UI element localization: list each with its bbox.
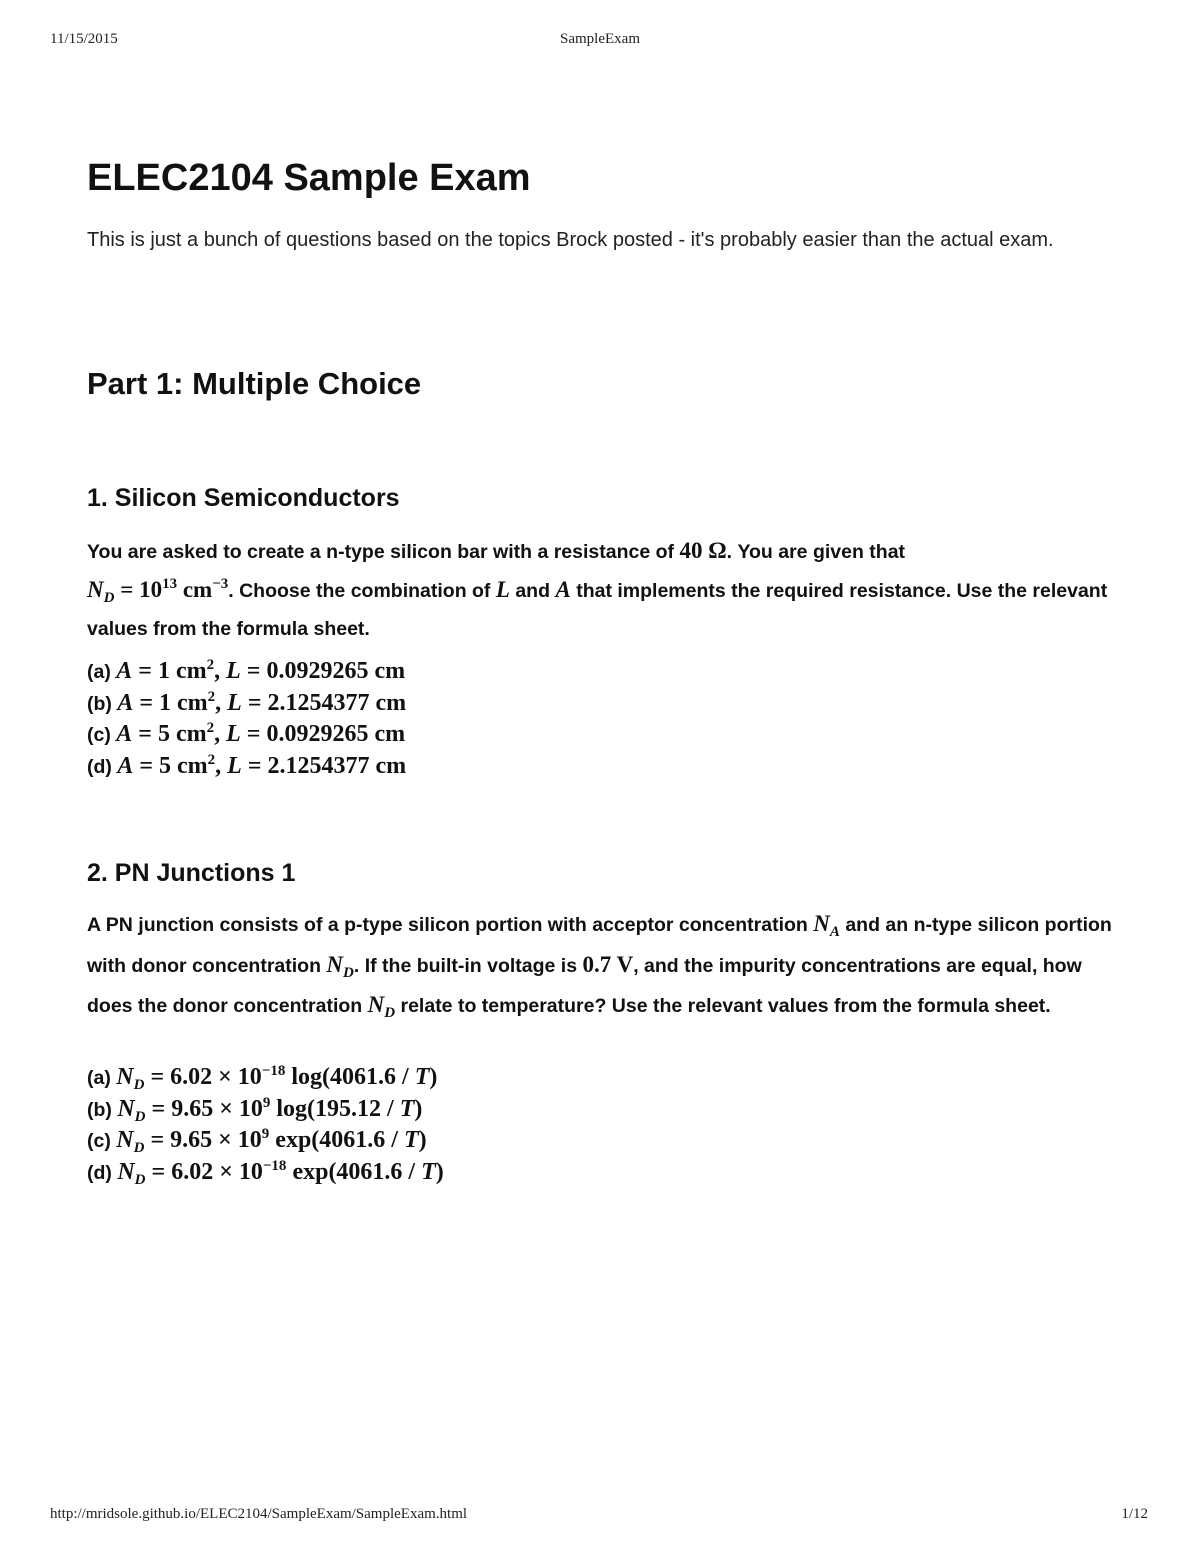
q1-option-b: (b) A = 1 $cm^2$, L = 2.1254377 cm <box>87 688 407 716</box>
q1-resistance: 40 Ω <box>679 538 727 563</box>
print-date: 11/15/2015 <box>50 31 118 47</box>
print-url: http://mridsole.github.io/ELEC2104/SampleExam/SampleExam.html <box>50 1506 468 1522</box>
q1-option-a: (a) A = 1 $cm^2$, L = 0.0929265 cm <box>87 657 406 684</box>
q1-heading: 1. Silicon Semiconductors <box>87 484 400 512</box>
intro-paragraph: This is just a bunch of questions based on the topics Brock posted - it's probably easier than the actual exam. <box>87 229 1054 251</box>
print-title: SampleExam <box>560 31 640 47</box>
q2-voltage: 0.7 V <box>582 951 634 977</box>
q2-option-a: (a) $N_D = 6.02 \times 10^{-18}$ log(4061.6 / T) <box>87 1063 438 1093</box>
q1-option-c: (c) A = 5 $cm^2$, L = 0.0929265 cm <box>87 720 406 747</box>
q2-option-d: (d) $N_D = 6.02 \times 10^{-18}$ exp(4061.6 / T) <box>87 1157 444 1188</box>
q2-heading: 2. PN Junctions 1 <box>87 859 296 887</box>
q1-option-d: (d) A = 5 $cm^2$, L = 2.1254377 cm <box>87 751 407 779</box>
q2-options <box>87 1056 444 1188</box>
page-title: ELEC2104 Sample Exam <box>87 157 531 199</box>
part1-heading: Part 1: Multiple Choice <box>87 366 422 401</box>
q1-text: You are asked to create a n-type silicon bar with a resistance of 40 Ω. You are given that $N_D = 10^{13}$ $cm^{-3}$. Choose the combination of L and A that implements the required resistance. Use the relevant values from the formula sheet. <box>87 538 1108 640</box>
q2-text: A PN junction consists of a p-type silicon portion with acceptor concentration $N_A$ and an n-type silicon portion with donor concentration $N_D$. If the built-in voltage is 0.7 V, and the impurity concentrations are equal, how does the donor concentration $N_D$ relate to temperature? Use the relevant values from the formula sheet. <box>87 911 1112 1021</box>
q2-option-c: (c) $N_D = 9.65 \times 10^9$ exp(4061.6 / T) <box>87 1126 427 1156</box>
print-page-number: 1/12 <box>1121 1506 1148 1522</box>
q1-options <box>87 650 407 779</box>
q2-option-b: (b) $N_D = 9.65 \times 10^9$ log(195.12 / T) <box>87 1094 423 1125</box>
